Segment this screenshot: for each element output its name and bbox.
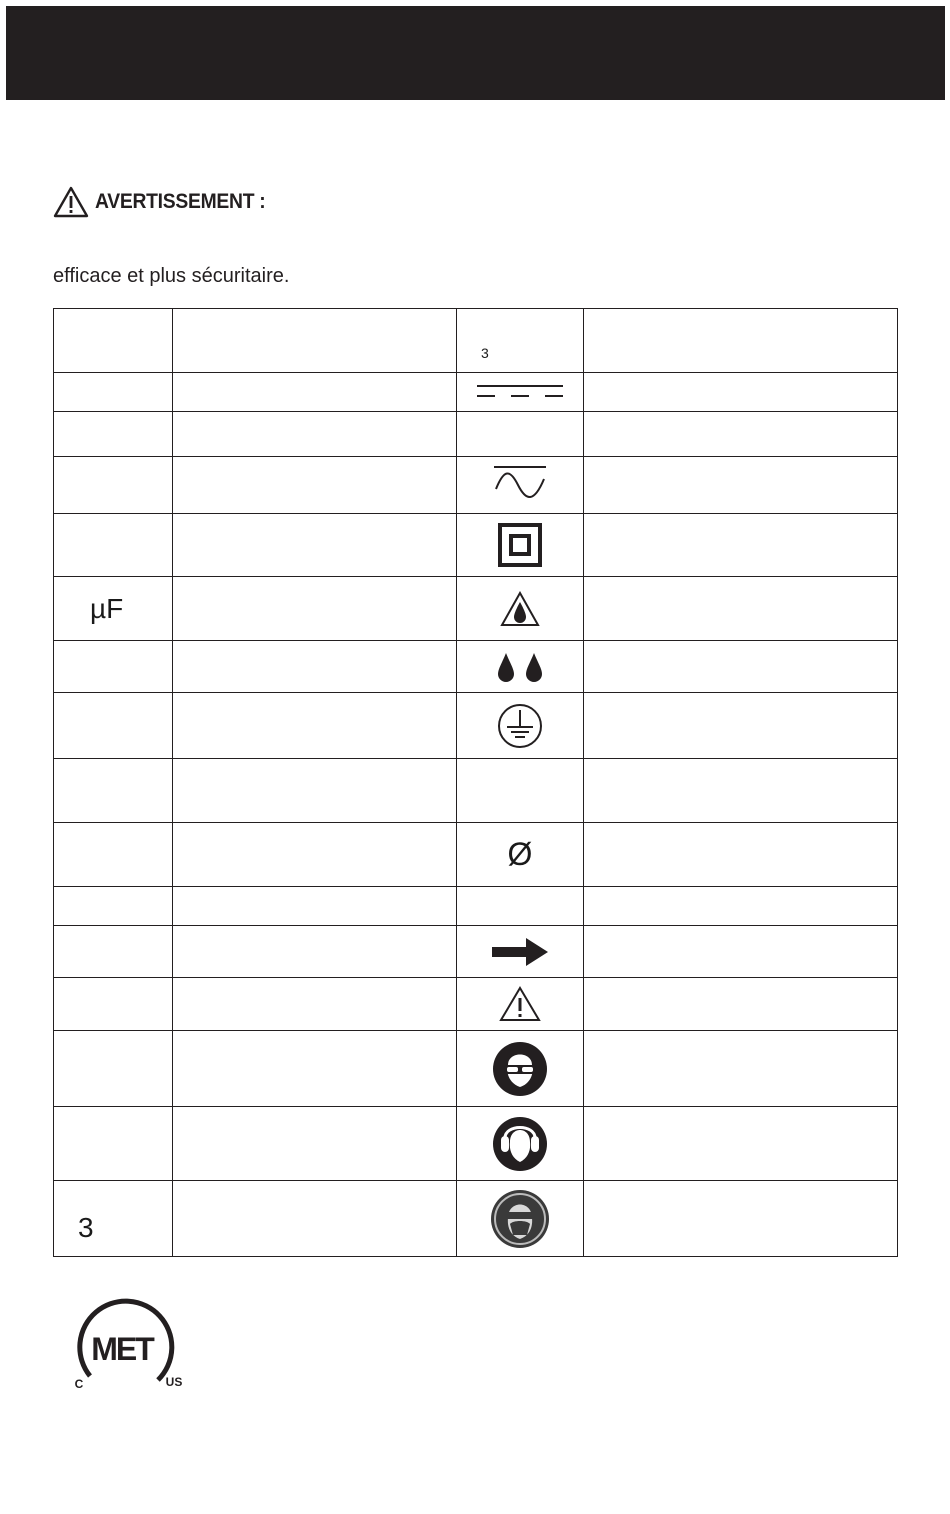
table-row xyxy=(54,457,898,514)
warning-triangle-icon xyxy=(53,186,89,218)
met-us: US xyxy=(165,1375,183,1389)
symbol-cell xyxy=(457,309,584,373)
ground-icon xyxy=(496,702,544,750)
table-row xyxy=(54,978,898,1031)
intro-text: efficace et plus sécuritaire. xyxy=(53,265,290,287)
table-row xyxy=(54,887,898,926)
unit-three: 3 xyxy=(78,1212,94,1243)
table-row xyxy=(54,693,898,759)
table-row xyxy=(54,1107,898,1181)
table-row xyxy=(54,823,898,887)
met-mark: MET xyxy=(91,1331,153,1367)
met-c: C xyxy=(74,1377,84,1391)
table-row xyxy=(54,641,898,693)
table-row xyxy=(54,309,898,373)
table-row xyxy=(54,1181,898,1257)
respiratory-protection-icon xyxy=(489,1188,551,1250)
single-drop-icon xyxy=(500,591,540,627)
table-row xyxy=(54,373,898,412)
alternating-current-icon xyxy=(492,465,548,505)
table-row xyxy=(54,412,898,457)
arrow-right-icon xyxy=(490,936,550,968)
direct-current-icon xyxy=(475,382,565,402)
definition-cell xyxy=(173,309,457,373)
double-drop-icon xyxy=(495,651,545,683)
double-insulation-icon xyxy=(498,523,542,567)
microfarad-unit: µF xyxy=(90,592,124,624)
ear-protection-icon xyxy=(492,1116,548,1172)
warning-heading xyxy=(53,186,280,218)
table-row xyxy=(54,514,898,577)
table-row xyxy=(54,1031,898,1107)
eye-protection-icon xyxy=(492,1041,548,1097)
diameter-icon: Ø xyxy=(507,836,533,872)
warning-triangle-icon xyxy=(499,986,541,1022)
met-listed-icon xyxy=(70,1296,186,1396)
unit-cell xyxy=(54,309,173,373)
header-bar xyxy=(6,6,945,100)
table-row xyxy=(54,759,898,823)
meaning-cell xyxy=(584,309,898,373)
symbols-table xyxy=(53,308,898,1257)
warning-label: AVERTISSEMENT : xyxy=(95,190,266,213)
table-row xyxy=(54,926,898,978)
table-row xyxy=(54,577,898,641)
superscript-three: 3 xyxy=(481,345,489,361)
